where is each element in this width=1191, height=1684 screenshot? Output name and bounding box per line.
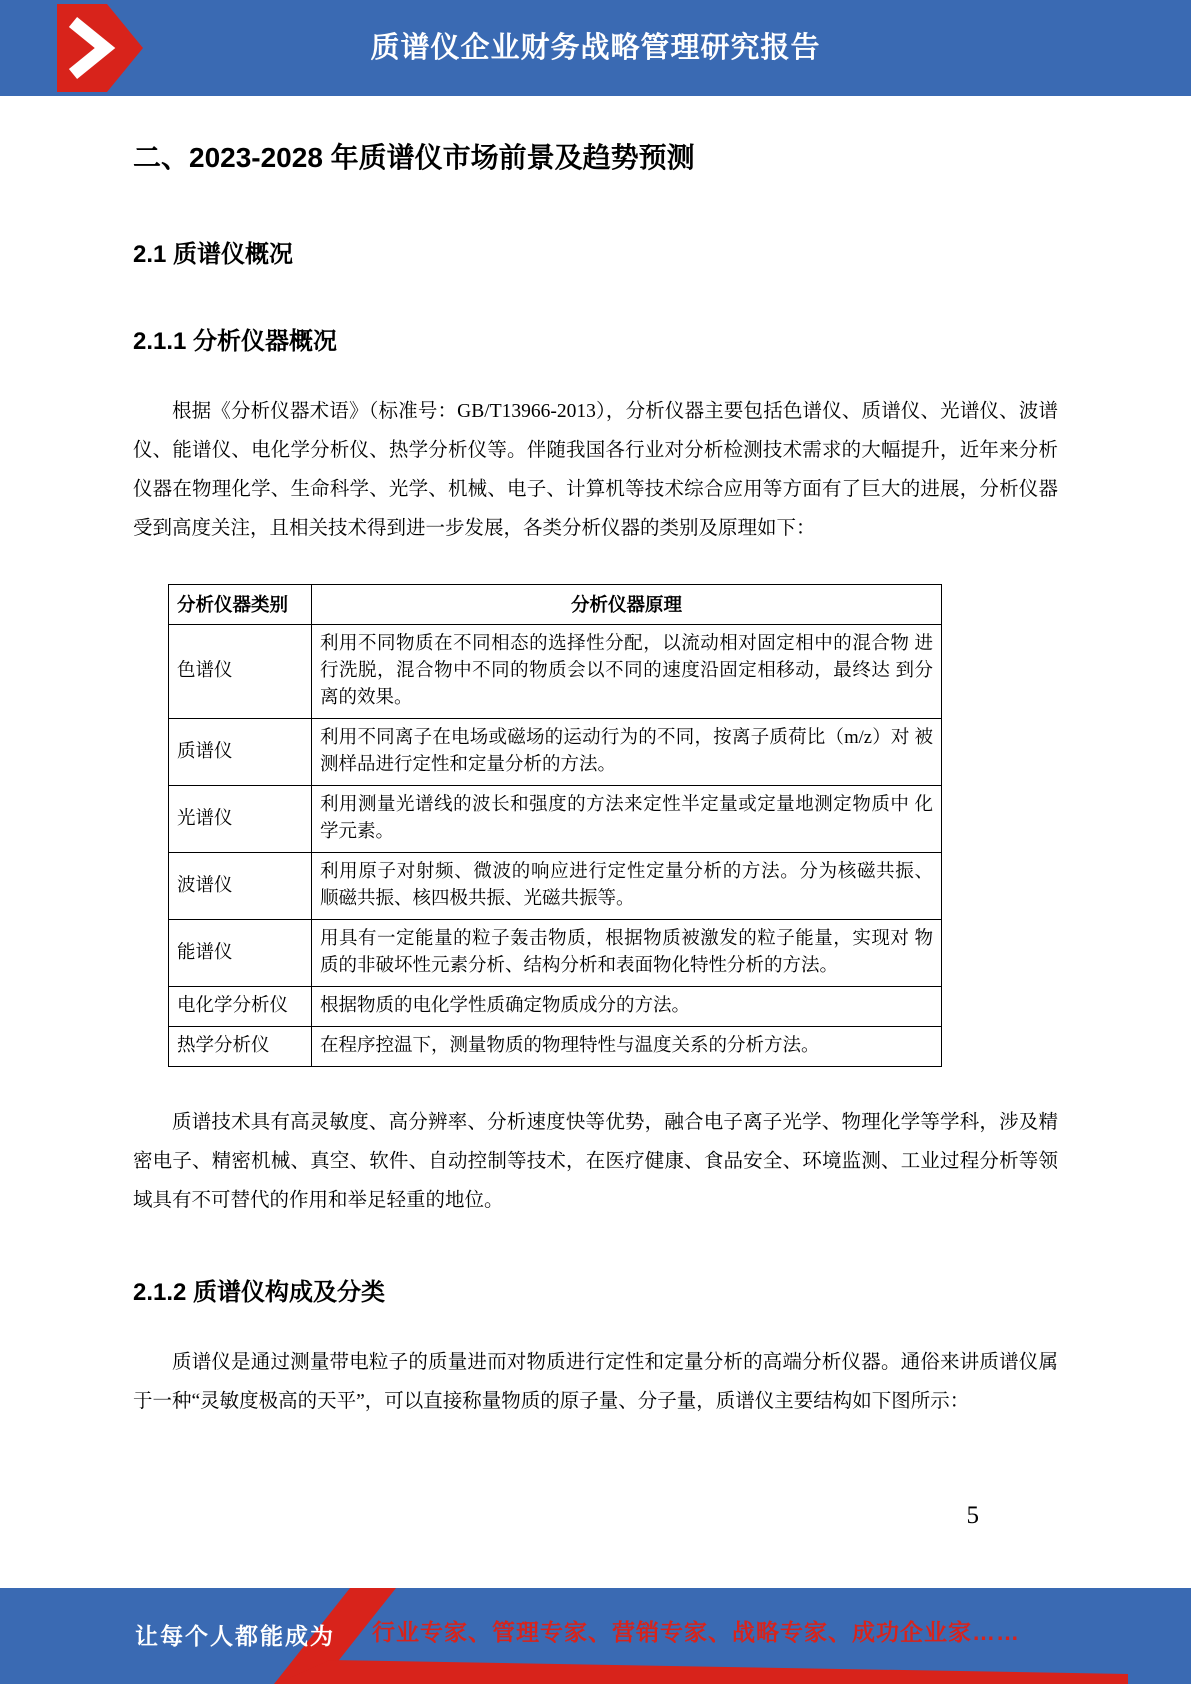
table-header-type: 分析仪器类别 <box>169 585 312 625</box>
table-row <box>169 987 942 1027</box>
instrument-principle-cell: 根据物质的电化学性质确定物质成分的方法。 <box>312 987 942 1027</box>
table-header-row <box>169 585 942 625</box>
table-row <box>169 625 942 719</box>
paragraph-instrument-overview: 根据《分析仪器术语》（标准号：GB/T13966-2013），分析仪器主要包括色谱仪、质谱仪、光谱仪、波谱仪、能谱仪、电化学分析仪、热学分析仪等。伴随我国各行业对分析检测技术需求的大幅提升，近年来分析仪器在物理化学、生命科学、光学、机械、电子、计算机等技术综合应用等方面有了巨大的进展，分析仪器受到高度关注，且相关技术得到进一步发展，各类分析仪器的类别及原理如下： <box>133 401 1058 539</box>
instrument-table-body <box>169 625 942 1067</box>
section-heading-2-1: 2.1 质谱仪概况 <box>133 241 294 268</box>
header-banner <box>0 0 1191 96</box>
instrument-table <box>168 584 942 1067</box>
instrument-type-cell: 色谱仪 <box>169 625 312 719</box>
table-row <box>169 920 942 987</box>
table-row <box>169 1027 942 1067</box>
table-row <box>169 853 942 920</box>
report-title: 质谱仪企业财务战略管理研究报告 <box>370 32 821 64</box>
instrument-principle-cell: 用具有一定能量的粒子轰击物质，根据物质被激发的粒子能量，实现对 物质的非破坏性元素分析、结构分析和表面物化特性分析的方法。 <box>312 920 942 987</box>
subsection-heading-2-1-1: 2.1.1 分析仪器概况 <box>133 328 338 355</box>
instrument-type-cell: 能谱仪 <box>169 920 312 987</box>
subsection-heading-2-1-2: 2.1.2 质谱仪构成及分类 <box>133 1279 386 1306</box>
chapter-heading: 二、2023-2028 年质谱仪市场前景及趋势预测 <box>133 142 695 173</box>
page-number: 5 <box>966 1502 979 1529</box>
instrument-principle-cell: 利用不同物质在不同相态的选择性分配，以流动相对固定相中的混合物 进行洗脱，混合物中不同的物质会以不同的速度沿固定相移动，最终达 到分离的效果。 <box>312 625 942 719</box>
instrument-principle-cell: 利用原子对射频、微波的响应进行定性定量分析的方法。分为核磁共振、 顺磁共振、核四极共振、光磁共振等。 <box>312 853 942 920</box>
instrument-type-cell: 热学分析仪 <box>169 1027 312 1067</box>
footer-experts-text: 行业专家、管理专家、营销专家、战略专家、成功企业家…… <box>372 1619 1020 1645</box>
instrument-principle-cell: 利用测量光谱线的波长和强度的方法来定性半定量或定量地测定物质中 化学元素。 <box>312 786 942 853</box>
footer-banner <box>0 1588 1191 1684</box>
instrument-type-cell: 光谱仪 <box>169 786 312 853</box>
instrument-type-cell: 波谱仪 <box>169 853 312 920</box>
paragraph-ms-structure: 质谱仪是通过测量带电粒子的质量进而对物质进行定性和定量分析的高端分析仪器。通俗来讲质谱仪属于一种“灵敏度极高的天平”，可以直接称量物质的原子量、分子量，质谱仪主要结构如下图所示： <box>133 1352 1058 1412</box>
paragraph-ms-advantages: 质谱技术具有高灵敏度、高分辨率、分析速度快等优势，融合电子离子光学、物理化学等学科，涉及精密电子、精密机械、真空、软件、自动控制等技术，在医疗健康、食品安全、环境监测、工业过程分析等领域具有不可替代的作用和举足轻重的地位。 <box>133 1112 1058 1211</box>
table-header-principle: 分析仪器原理 <box>312 585 942 625</box>
instrument-type-cell: 质谱仪 <box>169 719 312 786</box>
instrument-type-cell: 电化学分析仪 <box>169 987 312 1027</box>
table-row <box>169 786 942 853</box>
instrument-principle-cell: 利用不同离子在电场或磁场的运动行为的不同，按离子质荷比（m/z）对 被测样品进行定性和定量分析的方法。 <box>312 719 942 786</box>
footer-slogan: 让每个人都能成为 <box>135 1623 335 1649</box>
instrument-principle-cell: 在程序控温下，测量物质的物理特性与温度关系的分析方法。 <box>312 1027 942 1067</box>
document-body <box>0 136 1191 1421</box>
table-row <box>169 719 942 786</box>
